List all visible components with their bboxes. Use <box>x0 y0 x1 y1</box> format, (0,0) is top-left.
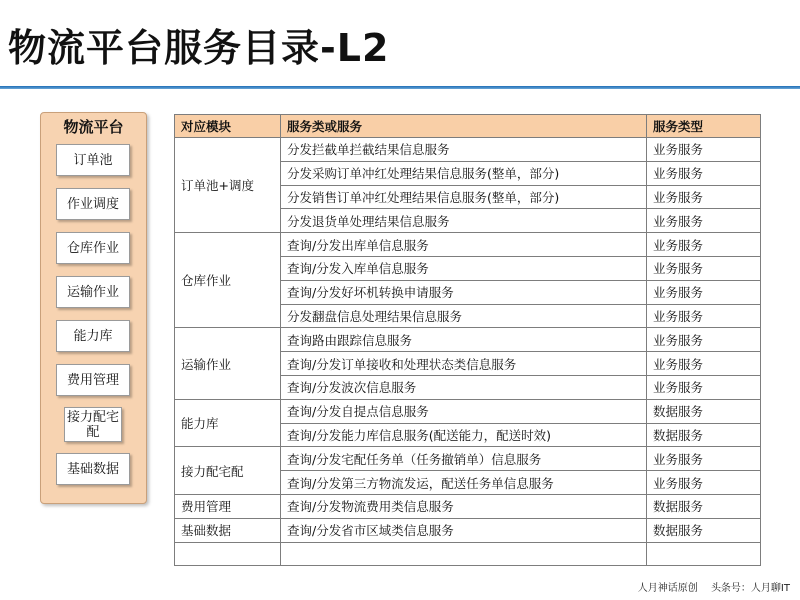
module-cell: 接力配宅配 <box>175 447 281 495</box>
service-cell: 分发翻盘信息处理结果信息服务 <box>281 304 647 328</box>
service-type-cell: 数据服务 <box>647 399 761 423</box>
table-row <box>175 233 761 257</box>
service-cell: 查询/分发波次信息服务 <box>281 375 647 399</box>
service-type-cell: 数据服务 <box>647 494 761 518</box>
service-catalog-table <box>174 114 761 566</box>
service-type-cell <box>647 542 761 566</box>
service-type-cell: 业务服务 <box>647 471 761 495</box>
module-cell: 基础数据 <box>175 518 281 542</box>
sidebar-item-master-data[interactable]: 基础数据 <box>56 453 130 485</box>
table-row <box>175 138 761 162</box>
service-cell: 查询/分发自提点信息服务 <box>281 399 647 423</box>
module-cell: 订单池+调度 <box>175 138 281 233</box>
column-header-service-type: 服务类型 <box>647 115 761 138</box>
table-row <box>175 494 761 518</box>
table-row <box>175 328 761 352</box>
footer-credit <box>628 579 790 594</box>
table-row <box>175 447 761 471</box>
service-cell: 查询/分发能力库信息服务(配送能力，配送时效) <box>281 423 647 447</box>
service-type-cell: 业务服务 <box>647 185 761 209</box>
service-cell: 查询/分发入库单信息服务 <box>281 256 647 280</box>
table-header-row <box>175 115 761 138</box>
service-type-cell: 业务服务 <box>647 304 761 328</box>
service-cell: 查询/分发宅配任务单（任务撤销单）信息服务 <box>281 447 647 471</box>
service-cell: 查询/分发订单接收和处理状态类信息服务 <box>281 352 647 376</box>
service-type-cell: 业务服务 <box>647 233 761 257</box>
service-cell: 分发销售订单冲红处理结果信息服务(整单，部分) <box>281 185 647 209</box>
title-divider <box>0 86 800 89</box>
service-type-cell: 数据服务 <box>647 423 761 447</box>
table-row <box>175 542 761 566</box>
module-cell: 仓库作业 <box>175 233 281 328</box>
service-cell: 查询/分发省市区域类信息服务 <box>281 518 647 542</box>
sidebar-item-order-pool[interactable]: 订单池 <box>56 144 130 176</box>
service-type-cell: 业务服务 <box>647 256 761 280</box>
module-cell: 能力库 <box>175 399 281 447</box>
sidebar-panel <box>40 112 147 504</box>
sidebar-title: 物流平台 <box>63 118 124 136</box>
sidebar-item-capability-library[interactable]: 能力库 <box>56 320 130 352</box>
module-cell <box>175 542 281 566</box>
sidebar-item-warehouse-ops[interactable]: 仓库作业 <box>56 232 130 264</box>
service-type-cell: 业务服务 <box>647 447 761 471</box>
service-cell: 查询/分发好坏机转换申请服务 <box>281 280 647 304</box>
service-cell: 分发退货单处理结果信息服务 <box>281 209 647 233</box>
service-type-cell: 业务服务 <box>647 328 761 352</box>
sidebar-item-job-scheduling[interactable]: 作业调度 <box>56 188 130 220</box>
table-row <box>175 518 761 542</box>
service-cell: 查询/分发第三方物流发运，配送任务单信息服务 <box>281 471 647 495</box>
service-type-cell: 数据服务 <box>647 518 761 542</box>
footer-channel: 头条号：人月聊IT <box>710 583 790 594</box>
service-type-cell: 业务服务 <box>647 138 761 162</box>
sidebar-item-cost-management[interactable]: 费用管理 <box>56 364 130 396</box>
column-header-module: 对应模块 <box>175 115 281 138</box>
service-type-cell: 业务服务 <box>647 352 761 376</box>
sidebar-item-relay-home-delivery[interactable]: 接力配宅配 <box>64 407 122 442</box>
module-cell: 运输作业 <box>175 328 281 399</box>
module-cell: 费用管理 <box>175 494 281 518</box>
column-header-service: 服务类或服务 <box>281 115 647 138</box>
service-type-cell: 业务服务 <box>647 161 761 185</box>
service-cell: 查询路由跟踪信息服务 <box>281 328 647 352</box>
service-cell <box>281 542 647 566</box>
service-type-cell: 业务服务 <box>647 209 761 233</box>
service-cell: 分发拦截单拦截结果信息服务 <box>281 138 647 162</box>
footer-author: 人月神话原创 <box>637 583 698 594</box>
service-type-cell: 业务服务 <box>647 280 761 304</box>
table-row <box>175 399 761 423</box>
service-type-cell: 业务服务 <box>647 375 761 399</box>
page-title: 物流平台服务目录-L2 <box>8 26 390 70</box>
service-cell: 查询/分发出库单信息服务 <box>281 233 647 257</box>
table-body <box>175 138 761 566</box>
service-catalog-table-wrap <box>174 114 761 566</box>
sidebar-item-transport-ops[interactable]: 运输作业 <box>56 276 130 308</box>
service-cell: 查询/分发物流费用类信息服务 <box>281 494 647 518</box>
service-cell: 分发采购订单冲红处理结果信息服务(整单，部分) <box>281 161 647 185</box>
